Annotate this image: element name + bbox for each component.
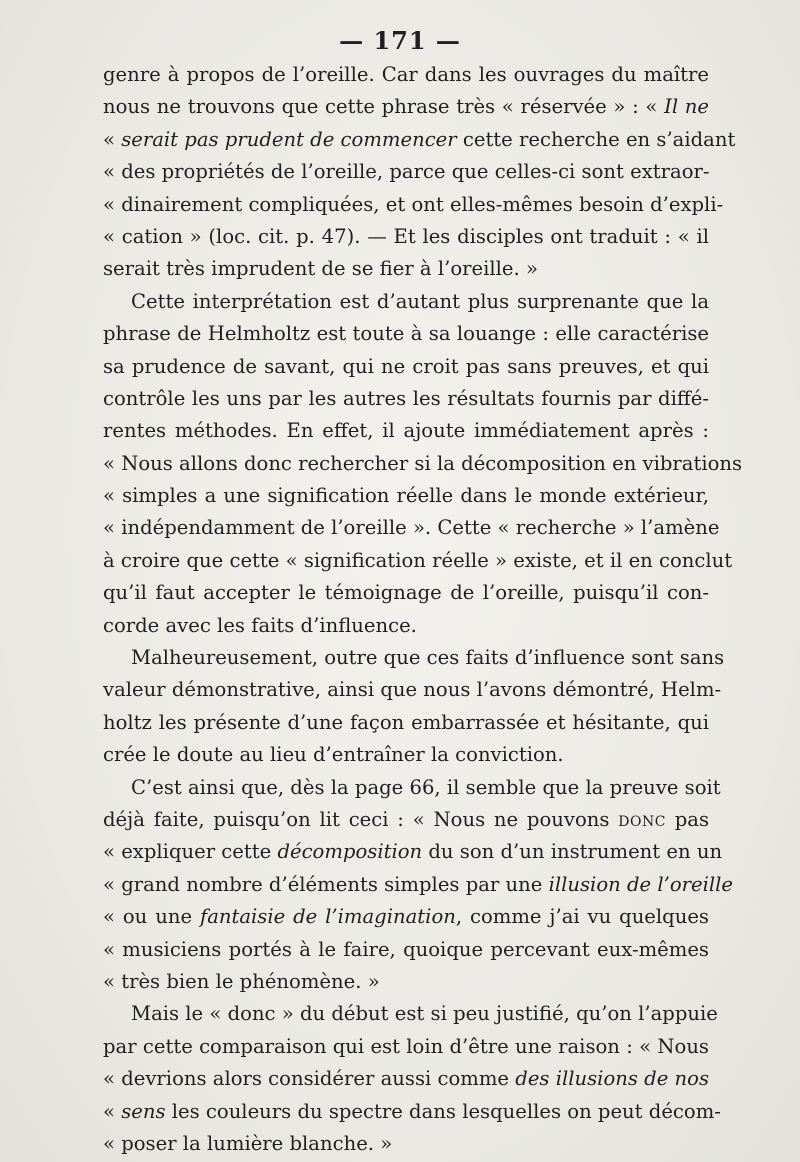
body-text	[103, 59, 743, 1160]
text-line	[103, 415, 709, 447]
text-segment: corde avec les faits d’influence.	[103, 613, 417, 637]
text-line	[103, 189, 724, 221]
text-segment: « devrions alors considérer aussi comme	[103, 1067, 516, 1091]
text-line	[103, 512, 720, 544]
italic-text: décomposition	[277, 840, 423, 864]
text-line	[103, 836, 723, 868]
italic-text: fantaisie de l’imagination	[199, 905, 456, 929]
text-line	[103, 124, 736, 156]
text-segment: Cette interprétation est d’autant plus surprenante que la	[131, 289, 709, 313]
text-line	[103, 1096, 721, 1128]
text-segment: « très bien le phénomène. »	[103, 969, 380, 993]
text-line	[103, 966, 709, 998]
text-segment: C’est ainsi que, dès la page 66, il semble que la preuve soit	[131, 775, 721, 799]
text-segment: « ou une	[103, 905, 200, 929]
text-line	[103, 804, 709, 836]
text-line	[103, 998, 718, 1030]
text-segment: du son d’un instrument en un	[422, 840, 723, 864]
text-segment: «	[103, 1099, 122, 1123]
text-line	[103, 383, 709, 415]
text-line	[103, 221, 709, 253]
text-line	[103, 1063, 709, 1095]
text-line	[103, 1031, 709, 1063]
text-line	[103, 707, 709, 739]
text-segment: Malheureusement, outre que ces faits d’influence sont sans	[131, 646, 725, 670]
text-segment: « dinairement compliquées, et ont elles-mêmes besoin d’expli-	[103, 192, 724, 216]
text-segment: « grand nombre d’éléments simples par une	[103, 872, 549, 896]
text-segment: « musiciens portés à le faire, quoique percevant eux-mêmes	[103, 937, 709, 961]
small-caps-text: donc	[618, 807, 666, 831]
text-segment: phrase de Helmholtz est toute à sa louange : elle caractérise	[103, 322, 709, 346]
text-segment: « Nous allons donc rechercher si la décomposition en vibrations	[103, 451, 743, 475]
text-segment: « indépendamment de l’oreille ». Cette « recherche » l’amène	[103, 516, 720, 540]
text-segment: cette recherche en s’aidant	[456, 127, 736, 151]
italic-text: sens	[121, 1099, 166, 1123]
text-segment: déjà faite, puisqu’on lit ceci : « Nous ne pouvons	[103, 807, 619, 831]
text-line	[103, 869, 733, 901]
text-segment: qu’il faut accepter le témoignage de l’oreille, puisqu’il con-	[103, 581, 709, 605]
text-line	[103, 351, 709, 383]
text-segment: sa prudence de savant, qui ne croit pas sans preuves, et qui	[103, 354, 709, 378]
text-line	[103, 610, 709, 642]
italic-text: serait pas prudent de commencer	[121, 127, 457, 151]
text-segment: nous ne trouvons que cette phrase très « réservée » : «	[103, 95, 665, 119]
text-segment: par cette comparaison qui est loin d’être une raison : « Nous	[103, 1034, 709, 1058]
text-segment: les couleurs du spectre dans lesquelles on peut décom-	[165, 1099, 721, 1123]
text-segment: contrôle les uns par les autres les résultats fournis par diffé-	[103, 386, 709, 410]
text-segment: à croire que cette « signification réelle » existe, et il en conclut	[103, 548, 733, 572]
text-line	[103, 253, 709, 285]
text-line	[103, 674, 722, 706]
text-line	[103, 577, 709, 609]
text-line	[103, 156, 709, 188]
text-segment: « des propriétés de l’oreille, parce que celles-ci sont extraor-	[103, 160, 710, 184]
text-segment: pas	[665, 807, 710, 831]
text-line	[103, 545, 733, 577]
text-line	[103, 1128, 709, 1160]
text-line	[103, 901, 709, 933]
text-segment: valeur démonstrative, ainsi que nous l’avons démontré, Helm-	[103, 678, 722, 702]
text-line	[103, 448, 743, 480]
text-line	[103, 59, 709, 91]
text-segment: rentes méthodes. En effet, il ajoute immédiatement après :	[103, 419, 709, 443]
text-segment: genre à propos de l’oreille. Car dans les ouvrages du maître	[103, 63, 709, 86]
text-line	[103, 934, 709, 966]
page-number: — 171 —	[339, 26, 461, 55]
italic-text: illusion de l’oreille	[548, 872, 733, 896]
italic-text: Il ne	[664, 95, 709, 119]
text-line	[103, 91, 709, 123]
text-line	[103, 286, 709, 318]
text-segment: « expliquer cette	[103, 840, 278, 864]
text-line	[103, 739, 709, 771]
text-segment: crée le doute au lieu d’entraîner la conviction.	[103, 743, 564, 767]
text-segment: «	[103, 127, 122, 151]
text-segment: holtz les présente d’une façon embarrassée et hésitante, qui	[103, 710, 709, 734]
text-line	[103, 318, 709, 350]
text-segment: , comme j’ai vu quelques	[455, 905, 709, 929]
text-segment: Mais le « donc » du début est si peu justifié, qu’on l’appuie	[131, 1002, 718, 1026]
italic-text: des illusions de nos	[515, 1067, 710, 1091]
text-segment: « simples a une signification réelle dans le monde extérieur,	[103, 484, 709, 508]
text-line	[103, 642, 725, 674]
text-segment: serait très imprudent de se fier à l’oreille. »	[103, 257, 538, 281]
text-line	[103, 772, 721, 804]
text-line	[103, 480, 709, 512]
text-segment: « cation » (loc. cit. p. 47). — Et les disciples ont traduit : « il	[103, 224, 709, 248]
text-segment: « poser la lumière blanche. »	[103, 1131, 393, 1155]
